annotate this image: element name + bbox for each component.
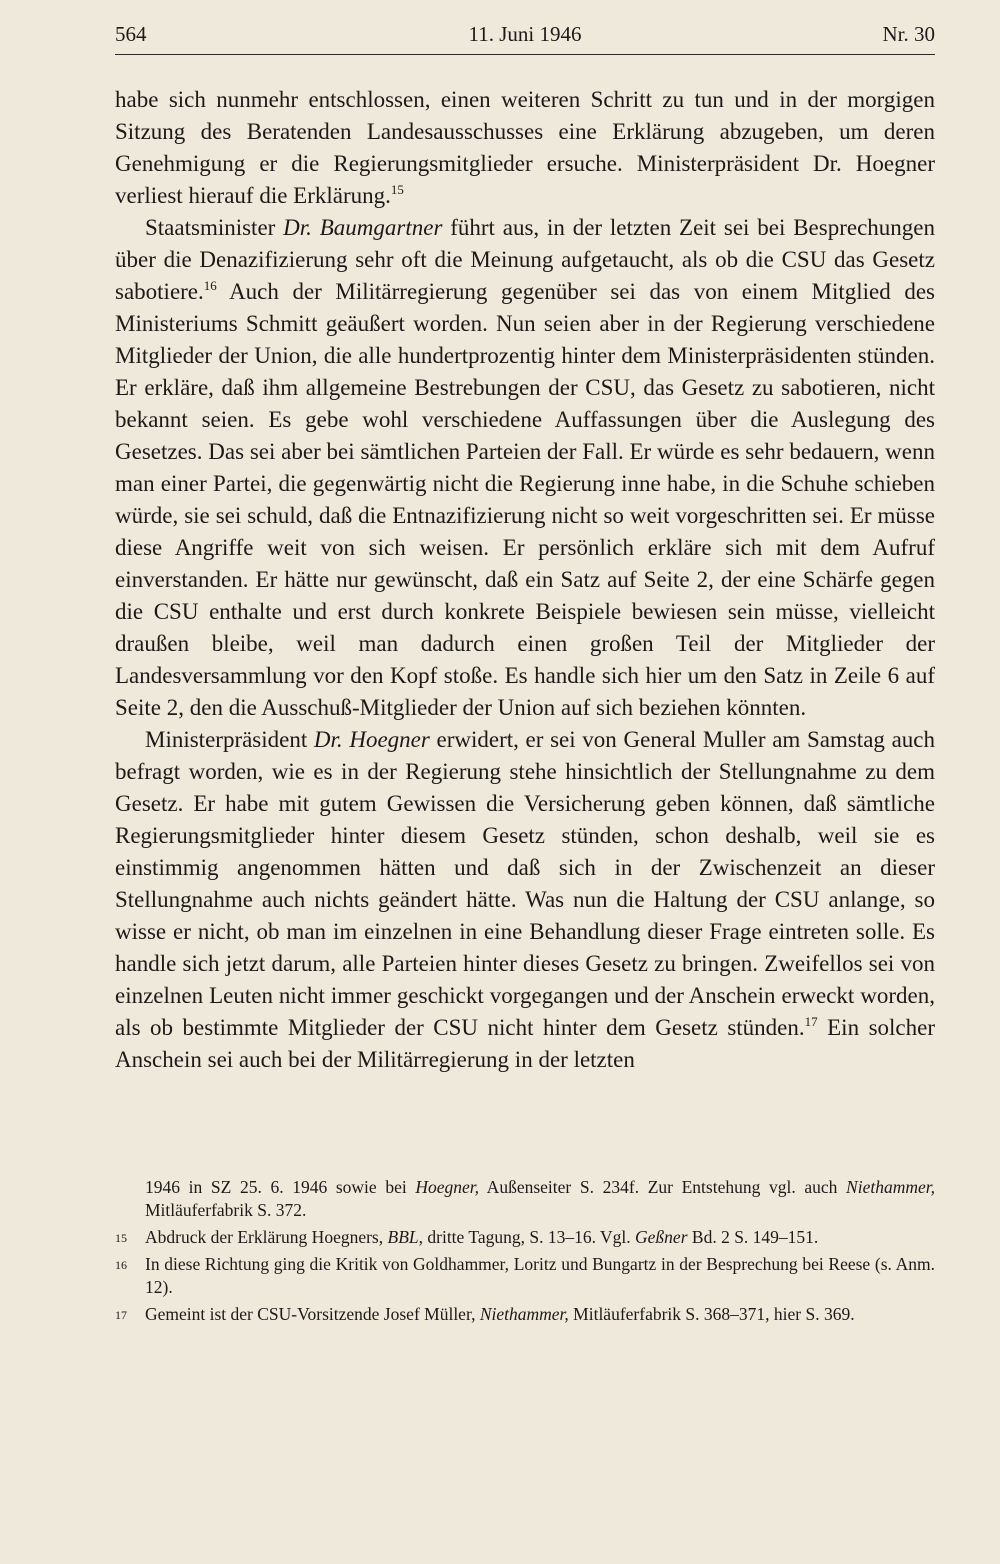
text-run: Bd. 2 S. 149–151. <box>687 1227 819 1247</box>
text-run: dritte Tagung, S. 13–16. Vgl. <box>423 1227 636 1247</box>
footnote-reference: 16 <box>203 278 217 293</box>
text-run: Staatsminister <box>145 215 284 240</box>
running-date: 11. Juni 1946 <box>468 22 582 46</box>
text-run: Ministerpräsident <box>145 727 314 752</box>
text-run: Außenseiter S. 234f. Zur Entstehung vgl. auch <box>479 1177 847 1197</box>
footnote <box>145 1176 935 1222</box>
text-run: Abdruck der Erklärung Hoegners, <box>145 1227 388 1247</box>
footnote: 15 Abdruck der Erklärung Hoegners, BBL, dritte Tagung, S. 13–16. Vgl. Geßner Bd. 2 S. 149–151. <box>115 1227 819 1247</box>
text-run: erwidert, er sei von General Muller am Samstag auch befragt worden, wie es in der Regierung stehe hinsichtlich der Stellungnahme zu dem Gesetz. Er habe mit gutem Gewissen die Versicherung geben können, daß sämtliche Regierungsmitglieder hinter diesem Gesetz stünden, schon deshalb, weil sie es einstimmig angenommen hätten und daß sich in der Zwischenzeit an dieser Stellungnahme auch nichts geändert hätte. Was nun die Haltung der CSU anlange, so wisse er nicht, ob man im einzelnen in eine Behandlung dieser Frage eintreten solle. Es handle sich jetzt darum, alle Parteien hinter dieses Gesetz zu bringen. Zweifellos sei von einzelnen Leuten nicht immer geschickt vorgegangen und der Anschein erweckt worden, als ob bestimmte Mitglieder der CSU nicht hinter dem Gesetz stünden. <box>115 727 935 1040</box>
body-paragraph <box>115 84 935 212</box>
page-number: 564 <box>115 22 147 46</box>
text-run: Auch der Militärregierung gegenüber sei das von einem Mitglied des Ministeriums Schmitt geäußert worden. Nun seien aber in der Regierung verschiedene Mitglieder der Union, die alle hundertprozentig hinter dem Ministerpräsidenten stünden. Er erkläre, daß ihm allgemeine Bestrebungen der CSU, das Gesetz zu sabotieren, nicht bekannt seien. Es gebe wohl verschiedene Auffassungen über die Auslegung des Gesetzes. Das sei aber bei sämtlichen Parteien der Fall. Er würde es sehr bedauern, wenn man einer Partei, die gegenwärtig nicht die Regierung inne habe, in die Schuhe schieben würde, sie sei schuld, daß die Entnazifizierung nicht so weit vorgeschritten sei. Er müsse diese Angriffe weit von sich weisen. Er persönlich erkläre sich mit dem Aufruf einverstanden. Er hätte nur gewünscht, daß ein Satz auf Seite 2, der eine Schärfe gegen die CSU enthalte und erst durch konkrete Beispiele bewiesen sein müsse, vielleicht draußen bleibe, weil man dadurch einen großen Teil der Mitglieder der Landesversammlung vor den Kopf stoße. Es handle sich hier um den Satz in Zeile 6 auf Seite 2, den die Ausschuß-Mitglieder der Union auf sich beziehen könnten. <box>115 279 935 720</box>
text-run: Ein solcher Anschein sei auch bei der Militärregierung in der letzten <box>115 1015 935 1072</box>
body-paragraph <box>115 212 935 724</box>
footnote: 16 In diese Richtung ging die Kritik von Goldhammer, Loritz und Bungartz in der Besprechung bei Reese (s. Anm. 12). <box>115 1254 935 1297</box>
italic-name: BBL, <box>387 1227 423 1247</box>
italic-name: Dr. Baumgartner <box>283 215 443 240</box>
footnote-reference: 15 <box>390 182 404 197</box>
footnote-reference: 17 <box>804 1014 818 1029</box>
footnotes <box>115 1176 935 1330</box>
footnote: 17 Gemeint ist der CSU-Vorsitzende Josef Müller, Niethammer, Mitläuferfabrik S. 368–371, hier S. 369. <box>115 1304 855 1324</box>
document-number: Nr. 30 <box>882 22 935 46</box>
main-text <box>115 84 935 1076</box>
italic-name: Niethammer, <box>479 1304 569 1324</box>
text-run: Mitläuferfabrik S. 372. <box>145 1200 307 1220</box>
text-run: In diese Richtung ging die Kritik von Goldhammer, Loritz und Bungartz in der Besprechung bei Reese (s. Anm. 12). <box>145 1254 935 1297</box>
italic-name: Geßner <box>635 1227 688 1247</box>
italic-name: Niethammer, <box>846 1177 935 1197</box>
text-run: 1946 in SZ 25. 6. 1946 sowie bei <box>145 1177 416 1197</box>
running-header <box>115 20 935 55</box>
italic-name: Hoegner, <box>415 1177 480 1197</box>
italic-name: Dr. Hoegner <box>313 727 430 752</box>
text-run: führt aus, in der letzten Zeit sei bei Besprechungen über die Denazifizierung sehr oft die Meinung aufgetaucht, als ob die CSU das Gesetz sabotiere. <box>115 215 935 304</box>
text-run: Gemeint ist der CSU-Vorsitzende Josef Müller, <box>145 1304 480 1324</box>
text-run: Mitläuferfabrik S. 368–371, hier S. 369. <box>568 1304 855 1324</box>
text-run: habe sich nunmehr entschlossen, einen weiteren Schritt zu tun und in der morgigen Sitzung des Beratenden Landesausschusses eine Erklärung abzugeben, um deren Genehmigung er die Regierungsmitglieder ersuche. Ministerpräsident Dr. Hoegner verliest hierauf die Erklärung. <box>115 87 935 208</box>
body-paragraph <box>115 724 935 1076</box>
